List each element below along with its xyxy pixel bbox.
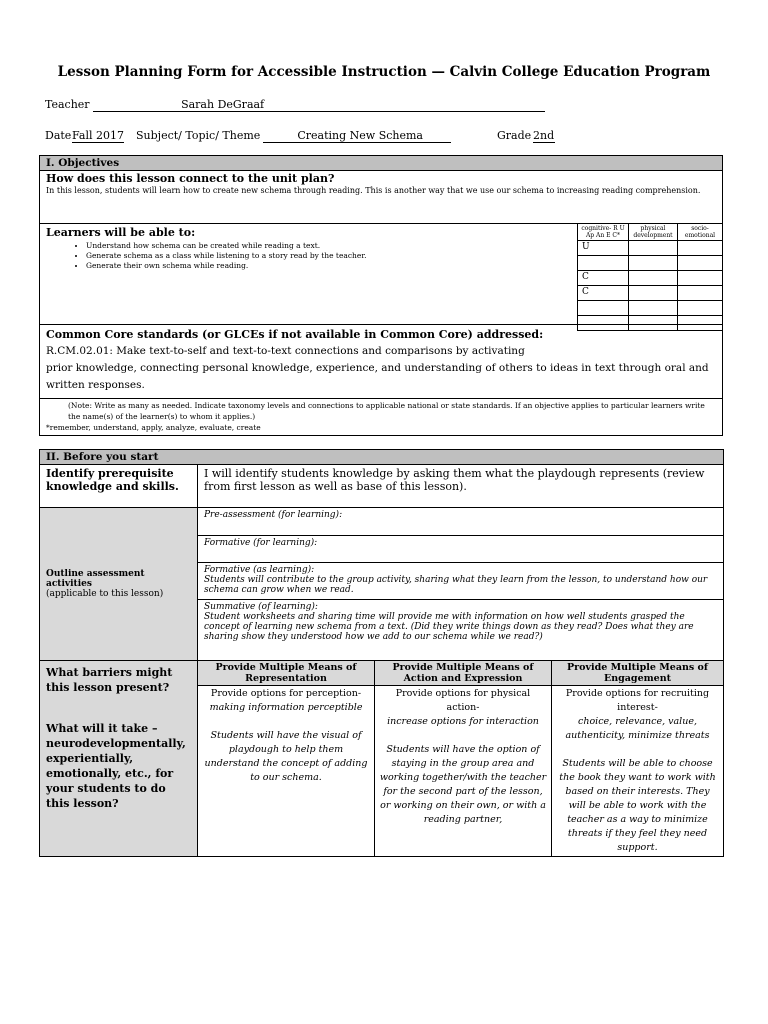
- socio-cell[interactable]: [678, 301, 723, 316]
- assess-sub: (applicable to this lesson): [46, 589, 164, 599]
- teacher-label: Teacher: [45, 98, 90, 111]
- grade-value[interactable]: 2nd: [533, 129, 555, 142]
- take-question: What will it take – neurodevelopmentally, experientially, emotionally, etc., for your students to do this lesson?: [46, 722, 186, 810]
- engagement-option: Provide options for recruiting interest-: [565, 688, 710, 713]
- assess-label: Outline assessment activities: [46, 569, 145, 589]
- cc-standard-2: prior knowledge, connecting personal knowledge, experience, and understanding of others to ideas in text through oral and written responses.: [46, 362, 709, 391]
- socio-cell[interactable]: [678, 256, 723, 271]
- connect-question: How does this lesson connect to the unit plan?: [46, 172, 335, 185]
- learner-outcomes: [40, 224, 722, 325]
- formative-as-text: Students will contribute to the group activity, sharing what they learn from the lesson, to understand how our schema can grow when we read.: [204, 575, 708, 595]
- cognitive-cell[interactable]: [578, 256, 629, 271]
- rep-plan: Students will have the visual of playdough to help them understand the concept of adding to our schema.: [204, 730, 368, 783]
- before-section: [39, 449, 724, 857]
- col-physical: physical development: [629, 224, 678, 241]
- summative[interactable]: [198, 600, 724, 661]
- formative-as[interactable]: [198, 563, 724, 600]
- prereq-text[interactable]: I will identify students knowledge by asking them what the playdough represents (review from first lesson as well as base of this lesson).: [198, 465, 724, 508]
- objectives-list: [46, 241, 571, 270]
- representation-cell[interactable]: [198, 686, 375, 857]
- action-plan: Students will have the option of staying in the group area and working together/with the teacher for the second part of the lesson, or working on their own, or with a reading partner,: [379, 744, 547, 825]
- physical-cell[interactable]: [629, 241, 678, 256]
- teacher-value[interactable]: Sarah DeGraaf: [93, 98, 545, 112]
- objective-item: • Understand how schema can be created while reading a text.: [86, 241, 571, 250]
- physical-cell[interactable]: [629, 316, 678, 331]
- action-option: Provide options for physical action-: [395, 688, 531, 713]
- col-socio: socio-emotional: [678, 224, 723, 241]
- objective-item: • Generate schema as a class while listening to a story read by the teacher.: [86, 251, 571, 260]
- physical-cell[interactable]: [629, 301, 678, 316]
- summative-text: Student worksheets and sharing time will provide me with information on how well students grasped the concept of learning new schema from a text. (Did they write things down as they read? Does what they are sharing show they understood how we add to our schema while we read?): [204, 612, 694, 642]
- cognitive-mark[interactable]: U: [578, 241, 629, 256]
- unit-connection: [40, 171, 722, 224]
- cc-standard-1: R.CM.02.01: Make text-to-self and text-to-text connections and comparisons by activating: [46, 345, 525, 357]
- barriers-question: What barriers might this lesson present?: [46, 666, 173, 694]
- physical-cell[interactable]: [629, 286, 678, 301]
- prereq-label: Identify prerequisite knowledge and skills.: [40, 465, 198, 508]
- objectives-header: I. Objectives: [40, 156, 722, 171]
- engagement-cell[interactable]: [552, 686, 724, 857]
- rep-option-detail: making information perceptible: [209, 702, 363, 713]
- subject-label: Subject/ Topic/ Theme: [136, 129, 261, 142]
- cognitive-cell[interactable]: [578, 301, 629, 316]
- cognitive-mark[interactable]: C: [578, 271, 629, 286]
- common-core: [40, 325, 722, 399]
- connect-answer: In this lesson, students will learn how to create new schema through reading. This is another way that we use our schema to increasing reading comprehension.: [46, 186, 701, 195]
- engagement-option-detail: choice, relevance, value, authenticity, minimize threats: [565, 716, 710, 741]
- barriers-cell: [40, 661, 198, 857]
- date-label: Date: [45, 129, 72, 142]
- learners-label: Learners will be able to:: [46, 226, 196, 239]
- col-representation: Provide Multiple Means of Representation: [198, 661, 375, 686]
- action-option-detail: increase options for interaction: [387, 716, 539, 727]
- physical-cell[interactable]: [629, 256, 678, 271]
- form-title: Lesson Planning Form for Accessible Instruction — Calvin College Education Program: [57, 64, 711, 80]
- objective-item: • Generate their own schema while reading.: [86, 261, 571, 270]
- physical-cell[interactable]: [629, 271, 678, 286]
- assessment-cell: [40, 508, 198, 661]
- objectives-section: [39, 155, 723, 436]
- summative-label: Summative (of learning):: [204, 602, 318, 612]
- date-value[interactable]: Fall 2017: [72, 129, 124, 142]
- pre-assessment[interactable]: Pre-assessment (for learning):: [198, 508, 724, 536]
- objectives-note: [40, 399, 722, 435]
- socio-cell[interactable]: [678, 286, 723, 301]
- socio-cell[interactable]: [678, 241, 723, 256]
- taxonomy-table: [577, 223, 723, 331]
- outcomes-list-area: [40, 224, 577, 324]
- formative-as-label: Formative (as learning):: [204, 565, 315, 575]
- taxonomy-note: *remember, understand, apply, analyze, evaluate, create: [46, 423, 261, 432]
- col-action-expression: Provide Multiple Means of Action and Expression: [375, 661, 552, 686]
- cognitive-cell[interactable]: [578, 316, 629, 331]
- socio-cell[interactable]: [678, 316, 723, 331]
- teacher-line: [45, 98, 545, 112]
- cc-label: Common Core standards (or GLCEs if not available in Common Core) addressed:: [46, 328, 544, 341]
- col-cognitive: cognitive- R U Ap An E C*: [578, 224, 629, 241]
- cognitive-mark[interactable]: C: [578, 286, 629, 301]
- subject-value[interactable]: [263, 129, 451, 143]
- rep-option: Provide options for perception-: [210, 688, 362, 699]
- formative-for[interactable]: Formative (for learning):: [198, 536, 724, 563]
- col-engagement: Provide Multiple Means of Engagement: [552, 661, 724, 686]
- subject-text: Creating New Schema: [297, 129, 423, 142]
- note-text: (Note: Write as many as needed. Indicate taxonomy levels and connections to applicable national or state standards. If an objective applies to particular learners write the name(s) of the learner(s) to whom it applies.): [68, 401, 705, 421]
- engagement-plan: Students will be able to choose the book they want to work with based on their interests. They will be able to work with the teacher as a way to minimize threats if they feel they need support.: [559, 758, 716, 853]
- action-cell[interactable]: [375, 686, 552, 857]
- grade-label: Grade: [497, 129, 532, 142]
- before-header: II. Before you start: [40, 450, 724, 465]
- socio-cell[interactable]: [678, 271, 723, 286]
